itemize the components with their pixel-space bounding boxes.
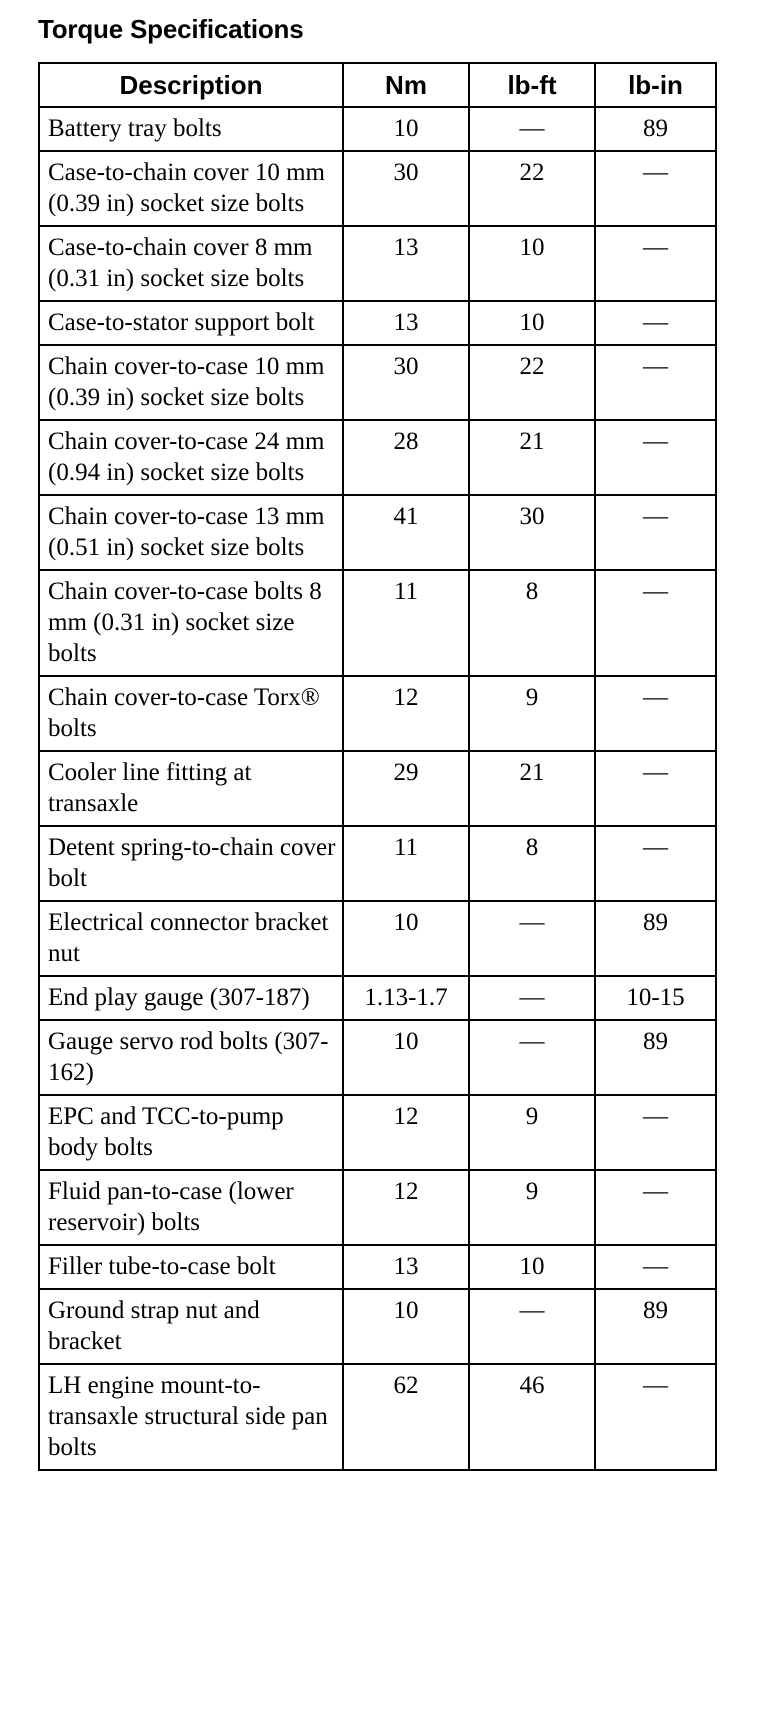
cell-lbin: —: [595, 495, 716, 570]
table-row: [39, 976, 716, 1020]
cell-nm: 10: [343, 1289, 469, 1364]
cell-description: Case-to-stator support bolt: [39, 301, 343, 345]
cell-lbft: 10: [469, 226, 595, 301]
table-row: [39, 107, 716, 151]
cell-lbft: —: [469, 901, 595, 976]
table-row: [39, 1289, 716, 1364]
cell-lbft: 10: [469, 301, 595, 345]
cell-nm: 10: [343, 901, 469, 976]
cell-nm: 41: [343, 495, 469, 570]
cell-lbin: 89: [595, 1289, 716, 1364]
cell-lbft: 21: [469, 420, 595, 495]
cell-nm: 13: [343, 1245, 469, 1289]
cell-description: Filler tube-to-case bolt: [39, 1245, 343, 1289]
cell-nm: 62: [343, 1364, 469, 1470]
table-row: [39, 826, 716, 901]
cell-lbft: 9: [469, 1170, 595, 1245]
cell-lbin: —: [595, 570, 716, 676]
cell-lbin: —: [595, 226, 716, 301]
cell-description: Fluid pan-to-case (lower reservoir) bolts: [39, 1170, 343, 1245]
cell-lbft: —: [469, 976, 595, 1020]
table-row: [39, 1170, 716, 1245]
table-row: [39, 901, 716, 976]
cell-lbft: 8: [469, 826, 595, 901]
cell-description: End play gauge (307-187): [39, 976, 343, 1020]
cell-lbft: 21: [469, 751, 595, 826]
cell-lbin: 10-15: [595, 976, 716, 1020]
cell-lbft: —: [469, 1289, 595, 1364]
column-header-lbft: lb-ft: [469, 63, 595, 107]
table-row: [39, 226, 716, 301]
column-header-description: Description: [39, 63, 343, 107]
cell-lbin: —: [595, 676, 716, 751]
cell-description: Chain cover-to-case Torx® bolts: [39, 676, 343, 751]
table-row: [39, 1245, 716, 1289]
cell-nm: 13: [343, 301, 469, 345]
cell-description: EPC and TCC-to-pump body bolts: [39, 1095, 343, 1170]
cell-nm: 1.13-1.7: [343, 976, 469, 1020]
cell-lbin: —: [595, 151, 716, 226]
cell-nm: 30: [343, 345, 469, 420]
table-row: [39, 570, 716, 676]
cell-nm: 12: [343, 1170, 469, 1245]
cell-description: LH engine mount-to-transaxle structural side pan bolts: [39, 1364, 343, 1470]
cell-lbft: 9: [469, 1095, 595, 1170]
cell-nm: 30: [343, 151, 469, 226]
cell-lbft: 8: [469, 570, 595, 676]
cell-lbin: —: [595, 1245, 716, 1289]
cell-nm: 11: [343, 826, 469, 901]
cell-description: Case-to-chain cover 8 mm (0.31 in) socket size bolts: [39, 226, 343, 301]
cell-lbft: 22: [469, 345, 595, 420]
cell-lbin: —: [595, 301, 716, 345]
table-row: [39, 1095, 716, 1170]
torque-spec-table: [38, 62, 717, 1471]
cell-lbft: 9: [469, 676, 595, 751]
cell-description: Cooler line fitting at transaxle: [39, 751, 343, 826]
table-row: [39, 751, 716, 826]
cell-nm: 28: [343, 420, 469, 495]
cell-description: Electrical connector bracket nut: [39, 901, 343, 976]
cell-lbin: 89: [595, 1020, 716, 1095]
table-row: [39, 676, 716, 751]
cell-lbin: —: [595, 420, 716, 495]
cell-description: Case-to-chain cover 10 mm (0.39 in) socket size bolts: [39, 151, 343, 226]
cell-lbft: 10: [469, 1245, 595, 1289]
table-row: [39, 1020, 716, 1095]
cell-nm: 29: [343, 751, 469, 826]
cell-nm: 10: [343, 107, 469, 151]
cell-lbft: —: [469, 107, 595, 151]
cell-description: Chain cover-to-case 13 mm (0.51 in) socket size bolts: [39, 495, 343, 570]
cell-lbin: —: [595, 826, 716, 901]
cell-nm: 13: [343, 226, 469, 301]
cell-lbft: 30: [469, 495, 595, 570]
column-header-lbin: lb-in: [595, 63, 716, 107]
cell-lbin: —: [595, 1170, 716, 1245]
table-row: [39, 1364, 716, 1470]
cell-description: Chain cover-to-case 10 mm (0.39 in) socket size bolts: [39, 345, 343, 420]
cell-lbin: 89: [595, 901, 716, 976]
table-row: [39, 301, 716, 345]
cell-lbft: 46: [469, 1364, 595, 1470]
table-row: [39, 151, 716, 226]
cell-nm: 12: [343, 1095, 469, 1170]
table-header-row: [39, 63, 716, 107]
cell-lbft: —: [469, 1020, 595, 1095]
page-title: Torque Specifications: [38, 14, 304, 44]
column-header-nm: Nm: [343, 63, 469, 107]
cell-description: Chain cover-to-case 24 mm (0.94 in) socket size bolts: [39, 420, 343, 495]
cell-lbin: —: [595, 345, 716, 420]
cell-lbin: 89: [595, 107, 716, 151]
cell-lbin: —: [595, 751, 716, 826]
cell-description: Gauge servo rod bolts (307-162): [39, 1020, 343, 1095]
cell-nm: 10: [343, 1020, 469, 1095]
table-row: [39, 495, 716, 570]
table-row: [39, 420, 716, 495]
cell-nm: 12: [343, 676, 469, 751]
cell-lbin: —: [595, 1095, 716, 1170]
table-row: [39, 345, 716, 420]
cell-description: Chain cover-to-case bolts 8 mm (0.31 in) socket size bolts: [39, 570, 343, 676]
cell-lbft: 22: [469, 151, 595, 226]
cell-description: Detent spring-to-chain cover bolt: [39, 826, 343, 901]
cell-nm: 11: [343, 570, 469, 676]
cell-lbin: —: [595, 1364, 716, 1470]
cell-description: Ground strap nut and bracket: [39, 1289, 343, 1364]
cell-description: Battery tray bolts: [39, 107, 343, 151]
